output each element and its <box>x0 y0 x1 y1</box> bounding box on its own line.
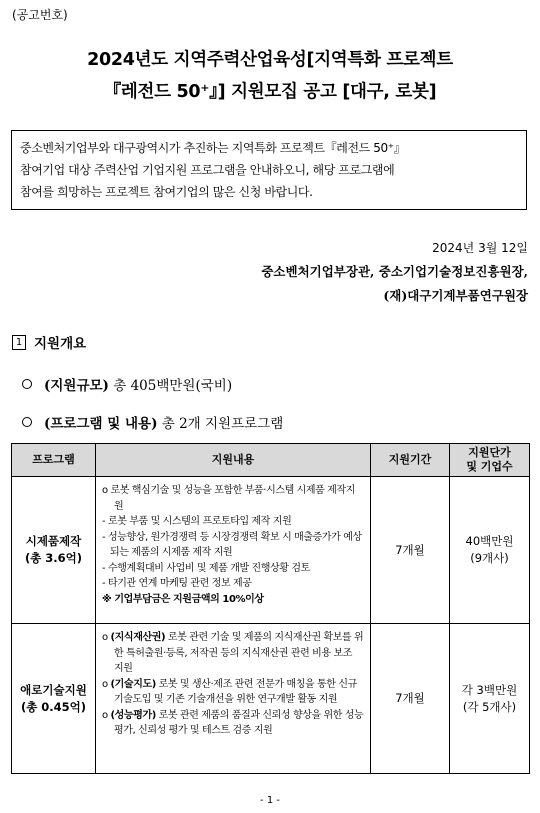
program-content-cell <box>96 624 371 774</box>
signature-block <box>261 236 528 308</box>
program-budget: (총 0.45억) <box>20 699 87 714</box>
content-item <box>102 708 364 739</box>
summary-line-3: 참여를 희망하는 프로젝트 참여기업의 많은 신청 바랍니다. <box>20 185 313 199</box>
content-note: ※ 기업부담금은 지원금액의 10%이상 <box>102 593 264 605</box>
price-cell <box>450 477 530 624</box>
program-name: 애로기술지원 <box>20 682 87 697</box>
circle-bullet-icon <box>22 417 32 427</box>
item-bullet: ο <box>102 709 111 721</box>
program-content-bullet <box>22 412 283 432</box>
issuer-line-2: (재)대구기계부품연구원장 <box>383 288 528 303</box>
content-item: ο 로봇 핵심기술 및 성능을 포함한 부품·시스템 시제품 제작지원 <box>102 485 355 512</box>
item-text: 로봇 및 생산·제조 관련 전문가 매칭을 통한 신규 기술도입 및 기존 기술개선을 위한 연구개발 활동 지원 <box>114 678 357 705</box>
content-item: - 타기관 연계 마케팅 관련 정보 제공 <box>102 578 252 589</box>
content-item <box>102 677 364 708</box>
item-bullet: ο <box>102 678 111 690</box>
table-row <box>12 477 530 624</box>
program-table <box>11 443 530 774</box>
section-heading <box>12 332 86 352</box>
summary-box <box>11 130 527 210</box>
title-line-2: 『레전드 50⁺』] 지원모집 공고 [대구, 로봇] <box>103 82 437 102</box>
item-bullet: ο <box>102 632 111 643</box>
support-scale-bullet <box>22 374 232 394</box>
circle-bullet-icon <box>22 379 32 389</box>
program-name-cell <box>12 624 96 774</box>
program-content-text: 총 2개 지원프로그램 <box>157 416 284 432</box>
support-scale-label: (지원규모) <box>44 378 109 394</box>
summary-line-2: 참여기업 대상 주력산업 기업지원 프로그램을 안내하오니, 해당 프로그램에 <box>20 163 395 177</box>
section-number-box: 1 <box>12 335 26 350</box>
summary-line-1: 중소벤처기업부와 대구광역시가 추진하는 지역특화 프로젝트『레전드 50⁺』 <box>20 141 406 155</box>
price-cell <box>450 624 530 774</box>
table-header-row <box>12 444 530 477</box>
unit-price: 각 3백만원 <box>461 682 518 697</box>
header-price <box>450 444 530 477</box>
program-name: 시제품제작 <box>25 534 82 548</box>
header-program: 프로그램 <box>12 444 96 477</box>
item-text: 로봇 관련 기술 및 제품의 지식재산권 확보를 위한 특허출원·등록, 저작권 등의 지식재산권 관련 비용 보조 지원 <box>114 632 364 674</box>
program-name-cell <box>12 477 96 624</box>
section-title: 지원개요 <box>34 336 87 352</box>
period-cell: 7개월 <box>371 624 450 774</box>
announcement-date: 2024년 3월 12일 <box>432 241 528 255</box>
item-label: (성능평가) <box>110 709 156 721</box>
header-price-line-1: 지원단가 <box>468 446 511 459</box>
program-content-label: (프로그램 및 내용) <box>44 416 158 432</box>
content-item: - 수행계획대비 사업비 및 제품 개발 진행상황 검토 <box>102 562 310 574</box>
issuer-line-1: 중소벤처기업부장관, 중소기업기술정보진흥원장, <box>261 264 528 279</box>
page-title <box>0 44 540 108</box>
item-label: (지식재산권) <box>110 632 166 643</box>
page-number: - 1 - <box>260 795 280 806</box>
unit-price: 40백만원 <box>465 534 514 548</box>
item-label: (기술지도) <box>110 678 156 690</box>
program-content-cell <box>96 477 371 624</box>
header-price-line-2: 및 기업수 <box>466 460 513 473</box>
item-text: 로봇 관련 제품의 품질과 신뢰성 향상을 위한 성능평가, 신뢰성 평가 및 테스트 검증 지원 <box>114 709 364 736</box>
header-period: 지원기간 <box>371 444 450 477</box>
table-row <box>12 624 530 774</box>
content-item: - 로봇 부품 및 시스템의 프로토타입 제작 지원 <box>102 516 292 527</box>
program-budget: (총 3.6억) <box>24 551 83 565</box>
period-cell: 7개월 <box>371 477 450 624</box>
content-item <box>102 630 364 677</box>
company-count: (각 5개사) <box>462 699 517 714</box>
document-number: (공고번호) <box>12 8 68 22</box>
title-line-1: 2024년도 지역주력산업육성[지역특화 프로젝트 <box>87 50 453 70</box>
content-item: - 성능향상, 원가경쟁력 등 시장경쟁력 확보 시 매출증가가 예상되는 제품의 시제품 제작 지원 <box>102 531 362 558</box>
support-scale-text: 총 405백만원(국비) <box>108 378 233 394</box>
header-content: 지원내용 <box>96 444 371 477</box>
company-count: (9개사) <box>470 551 509 565</box>
